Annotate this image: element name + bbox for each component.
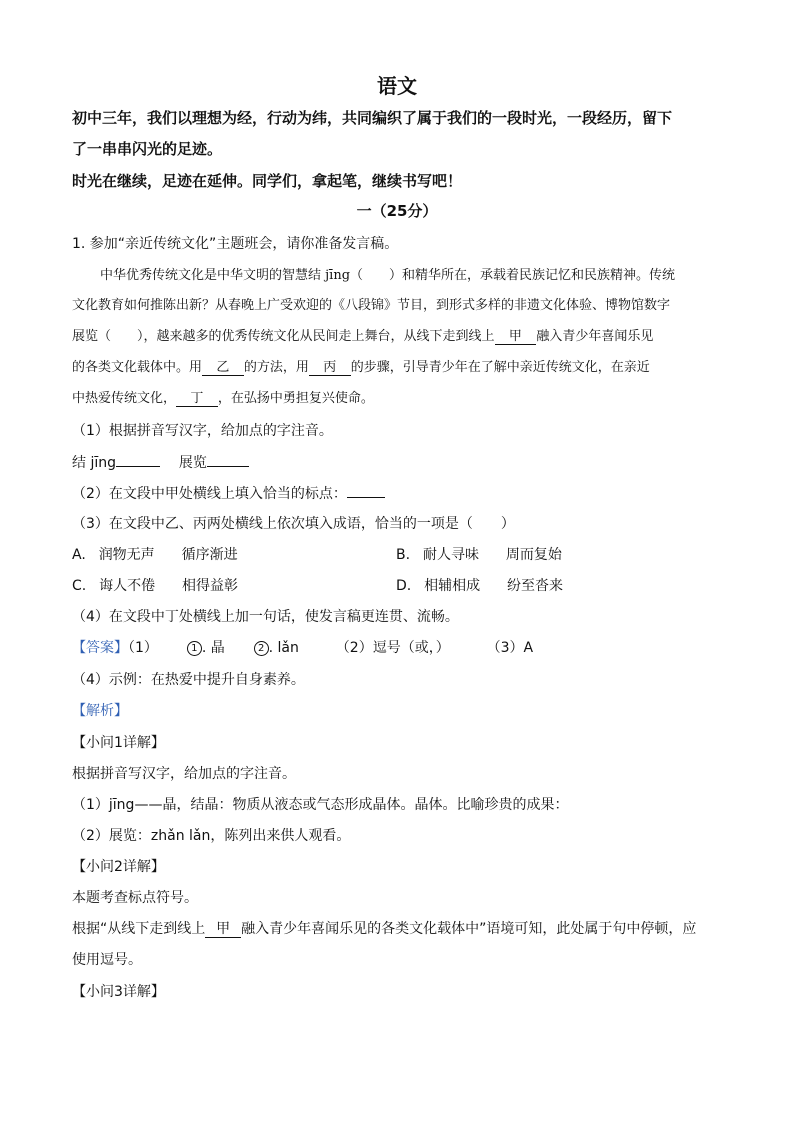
sub-question-1-blanks <box>72 452 742 473</box>
blank-jia-ref-label: 甲 <box>216 921 231 937</box>
intro-line-3: 时光在继续，足迹在延伸。同学们，拿起笔，继续书写吧！ <box>72 172 463 190</box>
option-d[interactable] <box>396 576 563 596</box>
option-a[interactable] <box>72 545 238 565</box>
answer-part-3: （3）A <box>486 640 534 656</box>
circled-number-1: 1 <box>187 641 202 656</box>
passage-line-1: 中华优秀传统文化是中华文明的智慧结 jīng（ ）和精华所在，承载着民族记忆和民族精神。传统 <box>100 268 676 283</box>
analysis-q1-heading: 【小问1详解】 <box>72 735 165 751</box>
blank-yi-label: 乙 <box>216 360 230 375</box>
blank-label-zhanlan: 展览 <box>178 455 207 471</box>
answer-blank-jing[interactable] <box>116 452 160 467</box>
analysis-q2-heading: 【小问2详解】 <box>72 859 165 875</box>
blank-jia-label: 甲 <box>508 329 522 344</box>
option-b-label: B. <box>396 547 411 563</box>
option-a-label: A. <box>72 547 86 563</box>
option-c-idiom-2: 相得益彰 <box>182 578 239 594</box>
sub-question-3: （3）在文段中乙、丙两处横线上依次填入成语，恰当的一项是（ ） <box>72 516 515 532</box>
circled-number-2: 2 <box>254 641 269 656</box>
analysis-q1-line-3: （2）展览：zhǎn lǎn，陈列出来供人观看。 <box>72 828 351 844</box>
blank-bing <box>309 360 351 376</box>
analysis-q1-line-1: 根据拼音写汉字，给加点的字注音。 <box>72 766 296 782</box>
analysis-q2-line-2 <box>72 919 742 939</box>
passage-text: ，在弘扬中勇担复兴使命。 <box>217 391 374 406</box>
answer-line-2: （4）示例：在热爱中提升自身素养。 <box>72 672 305 688</box>
passage-text: 融入青少年喜闻乐见 <box>536 329 654 344</box>
passage-line-4 <box>72 358 742 378</box>
sub-question-4: （4）在文段中丁处横线上加一句话，使发言稿更连贯、流畅。 <box>72 609 459 625</box>
option-b-idiom-1: 耐人寻味 <box>422 547 479 563</box>
sub-question-2-text: （2）在文段中甲处横线上填入恰当的标点： <box>72 486 347 502</box>
intro-line-2: 了一串串闪光的足迹。 <box>72 140 223 158</box>
section-heading: 一（25分） <box>356 202 438 220</box>
answer-blank-zhanlan[interactable] <box>207 452 249 467</box>
option-c[interactable] <box>72 576 238 596</box>
option-a-idiom-2: 循序渐进 <box>181 547 238 563</box>
page-title: 语文 <box>377 74 417 98</box>
answer-line-1 <box>72 638 742 658</box>
blank-ding <box>176 391 218 407</box>
analysis-text: 根据“从线下走到线上 <box>72 921 206 937</box>
question-stem: 1. 参加“亲近传统文化”主题班会，请你准备发言稿。 <box>72 236 399 252</box>
option-d-idiom-2: 纷至沓来 <box>507 578 564 594</box>
option-c-idiom-1: 诲人不倦 <box>99 578 156 594</box>
passage-line-2: 文化教育如何推陈出新？从春晚上广受欢迎的《八段锦》节目，到形式多样的非遗文化体验、博物馆数字 <box>72 298 671 313</box>
passage-line-5 <box>72 389 742 409</box>
passage-text: 中热爱传统文化， <box>72 391 177 406</box>
passage-text: 的方法，用 <box>243 360 309 375</box>
blank-ding-label: 丁 <box>190 391 204 406</box>
analysis-tag: 【解析】 <box>72 703 128 719</box>
analysis-text: 融入青少年喜闻乐见的各类文化载体中”语境可知，此处属于句中停顿，应 <box>241 921 697 937</box>
sub-question-1: （1）根据拼音写汉字，给加点的字注音。 <box>72 423 333 439</box>
analysis-q2-line-1: 本题考查标点符号。 <box>72 890 198 906</box>
analysis-q2-line-3: 使用逗号。 <box>72 952 142 968</box>
passage-text: 展览（ ），越来越多的优秀传统文化从民间走上舞台，从线下走到线上 <box>72 329 495 344</box>
analysis-q3-heading: 【小问3详解】 <box>72 984 165 1000</box>
answer-blank-punctuation[interactable] <box>347 483 385 498</box>
option-a-idiom-1: 润物无声 <box>98 547 155 563</box>
answer-part-2: （2）逗号（或，） <box>335 640 450 656</box>
passage-text: 的各类文化载体中。用 <box>72 360 203 375</box>
option-c-label: C. <box>72 578 87 594</box>
answer-part-1: （1） <box>128 640 158 656</box>
passage-line-3 <box>72 327 742 347</box>
answer-tag: 【答案】 <box>72 640 128 656</box>
intro-line-1: 初中三年，我们以理想为经，行动为纬，共同编织了属于我们的一段时光，一段经历，留下 <box>72 109 673 127</box>
analysis-q1-line-2: （1）jīng——晶，结晶：物质从液态或气态形成晶体。晶体。比喻珍贵的成果： <box>72 797 569 813</box>
blank-yi <box>202 360 244 376</box>
blank-bing-label: 丙 <box>323 360 337 375</box>
option-b-idiom-2: 周而复始 <box>505 547 562 563</box>
passage-text: 的步骤，引导青少年在了解中亲近传统文化，在亲近 <box>350 360 650 375</box>
option-b[interactable] <box>396 545 562 565</box>
option-d-idiom-1: 相辅相成 <box>424 578 481 594</box>
sub-question-2 <box>72 483 742 504</box>
blank-label-jing: 结 jīng <box>72 455 116 471</box>
answer-1-1: . 晶 <box>201 640 225 656</box>
answer-1-2: . lǎn <box>268 640 299 656</box>
blank-jia-ref <box>205 921 241 938</box>
option-d-label: D. <box>396 578 412 594</box>
blank-jia <box>495 329 537 345</box>
